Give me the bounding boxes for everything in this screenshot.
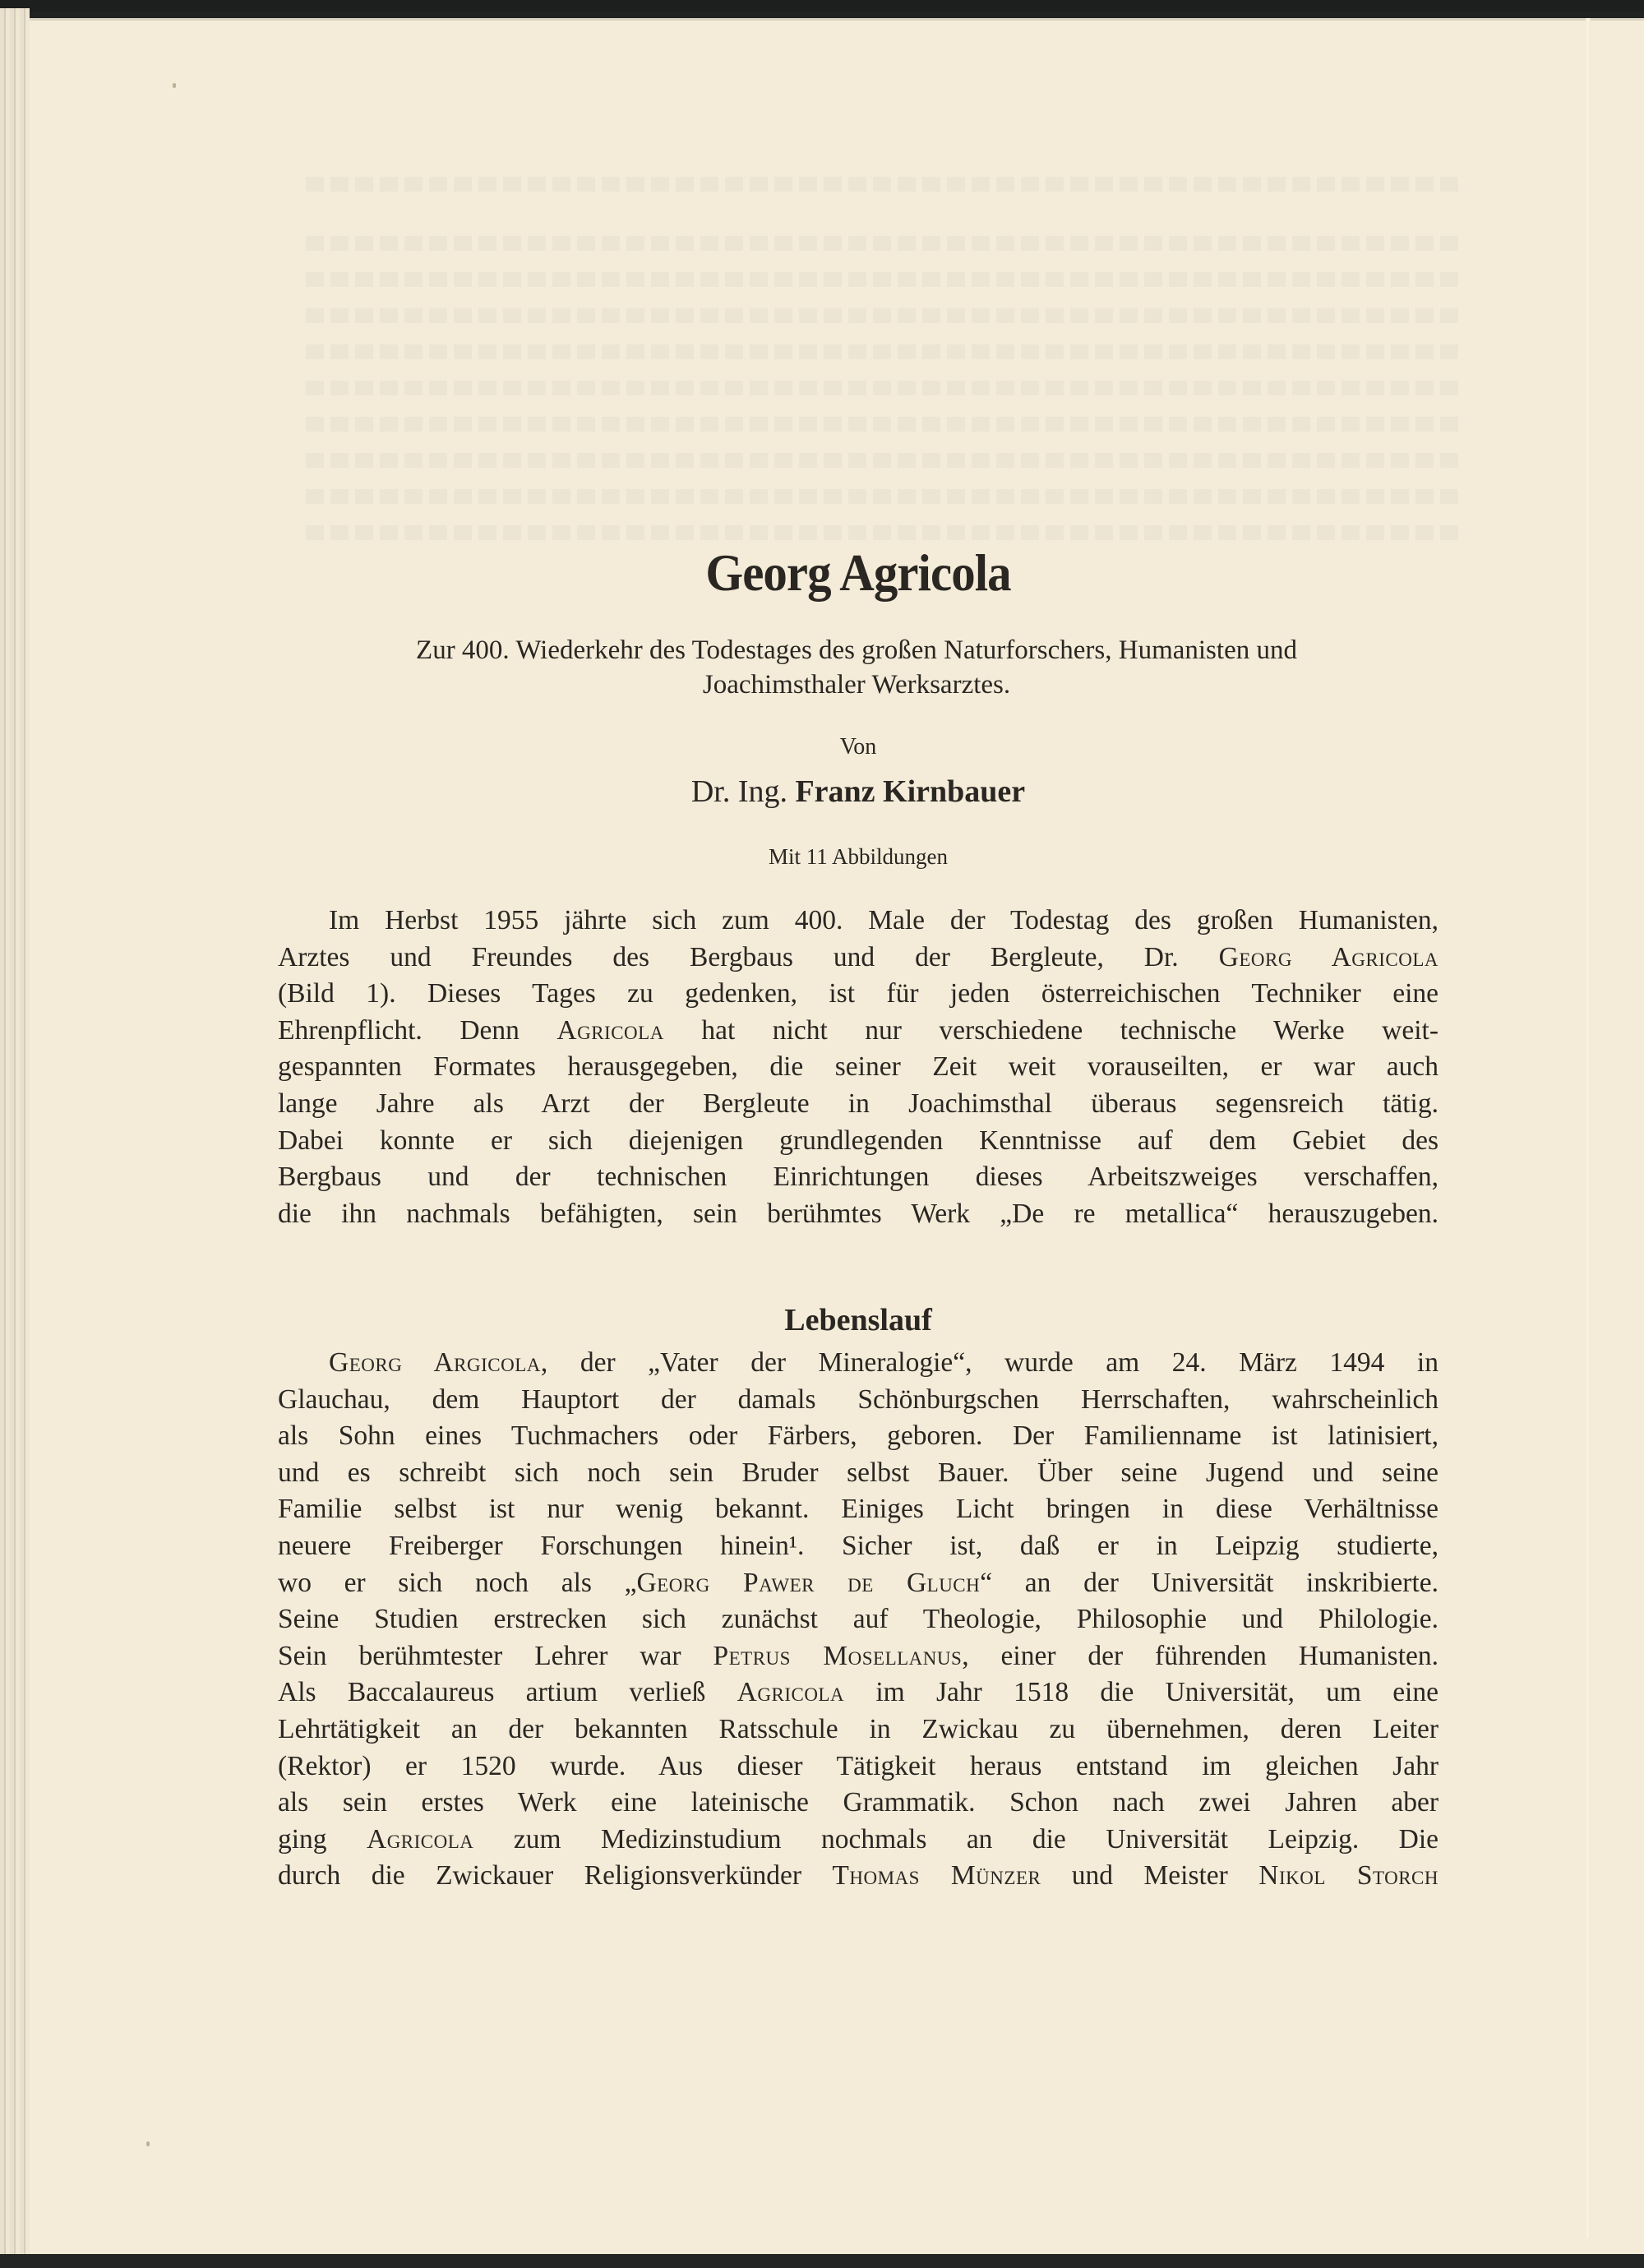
- text-run: Lehrtätigkeit an der bekannten Ratsschule in Zwickau zu übernehmen, deren Leiter: [278, 1713, 1438, 1744]
- text-line: [278, 976, 1438, 1013]
- author-line: [278, 774, 1438, 810]
- text-line: [278, 1418, 1438, 1455]
- text-line: [278, 1638, 1438, 1675]
- text-run: zum Medizinstudium nochmals an die Universität Leipzig. Die: [473, 1823, 1439, 1855]
- text-run: durch die Zwickauer Religionsverkünder: [278, 1860, 833, 1892]
- text-run: ging: [278, 1823, 367, 1855]
- text-line: [278, 1674, 1438, 1711]
- text-line: [278, 1049, 1438, 1086]
- text-line: [278, 1601, 1438, 1638]
- article-title: Georg Agricola: [705, 543, 1011, 602]
- figures-note: Mit 11 Abbildungen: [768, 844, 948, 869]
- bleed-through-text: [306, 525, 1465, 540]
- text-run: , einer der führenden Humanisten.: [962, 1640, 1439, 1671]
- text-run: im Jahr 1518 die Universität, um eine: [844, 1677, 1438, 1708]
- bleed-through-text: [306, 272, 1465, 287]
- text-run: , der „Vater der Mineralogie“, wurde am 24. März 1494 in: [540, 1347, 1438, 1378]
- text-run: Im Herbst 1955 jährte sich zum 400. Male der Todestag des großen Humanisten,: [329, 905, 1438, 935]
- text-line: [278, 1858, 1438, 1895]
- text-line: [278, 1123, 1438, 1160]
- text-line: [278, 940, 1438, 977]
- text-line: [278, 1013, 1438, 1050]
- small-caps-name: Petrus Mosellanus: [713, 1640, 963, 1671]
- paper-speck: [173, 83, 176, 88]
- text-run: Sein berühmtester Lehrer war: [278, 1640, 713, 1671]
- text-line: [278, 903, 1438, 940]
- text-line: [278, 1382, 1438, 1419]
- small-caps-name: Thomas Münzer: [832, 1860, 1041, 1892]
- text-run: Ehrenpflicht. Denn: [278, 1014, 557, 1046]
- text-line: [278, 1455, 1438, 1492]
- text-line: [278, 1822, 1438, 1859]
- text-line: [278, 1196, 1438, 1233]
- article-subtitle: [276, 633, 1437, 702]
- text-run: Als Baccalaureus artium verließ: [278, 1677, 737, 1708]
- text-line: [278, 1345, 1438, 1382]
- bleed-through-text: [306, 177, 1465, 192]
- text-line: [278, 1159, 1438, 1196]
- small-caps-name: Agricola: [556, 1014, 664, 1046]
- text-run: (Bild 1). Dieses Tages zu gedenken, ist für jeden österreichischen Techniker eine: [278, 978, 1438, 1009]
- bleed-through-text: [306, 417, 1465, 432]
- text-line: [278, 1711, 1438, 1748]
- text-run: Familie selbst ist nur wenig bekannt. Einiges Licht bringen in diese Verhältnisse: [278, 1494, 1438, 1525]
- intro-paragraph: [278, 903, 1438, 1232]
- text-run: die ihn nachmals befähigten, sein berühmtes Werk „De re metallica“ herauszugeben.: [278, 1198, 1438, 1229]
- author-name: Franz Kirnbauer: [795, 774, 1026, 809]
- scanner-background-top: [0, 0, 1644, 12]
- author-title: Dr. Ing.: [690, 774, 787, 809]
- bleed-through-text: [306, 489, 1465, 504]
- biography-paragraph: [278, 1345, 1438, 1895]
- text-run: Seine Studien erstrecken sich zunächst auf Theologie, Philosophie und Philologie.: [278, 1604, 1438, 1635]
- text-run: wo er sich noch als „: [278, 1567, 637, 1598]
- bleed-through-text: [306, 308, 1465, 323]
- text-line: [278, 1528, 1438, 1565]
- text-line: [278, 1748, 1438, 1785]
- text-run: Glauchau, dem Hauptort der damals Schönburgschen Herrschaften, wahrscheinlich: [278, 1383, 1438, 1415]
- text-line: [278, 1785, 1438, 1822]
- text-line: [278, 1565, 1438, 1602]
- text-run: und Meister: [1041, 1860, 1259, 1892]
- paper-speck: [146, 2141, 150, 2146]
- bleed-through-text: [306, 236, 1465, 251]
- subtitle-line: Zur 400. Wiederkehr des Todestages des großen Naturforschers, Humanisten und: [416, 635, 1297, 665]
- small-caps-name: Nikol Storch: [1258, 1860, 1438, 1892]
- small-caps-name: Georg Agricola: [1218, 941, 1438, 972]
- small-caps-name: Agricola: [737, 1677, 845, 1708]
- text-run: “ an der Universität inskribierte.: [980, 1567, 1438, 1598]
- text-run: (Rektor) er 1520 wurde. Aus dieser Tätigkeit heraus entstand im gleichen Jahr: [278, 1750, 1438, 1781]
- bleed-through-text: [306, 453, 1465, 468]
- text-run: gespannten Formates herausgegeben, die seiner Zeit weit vorauseilten, er war auch: [278, 1051, 1438, 1083]
- scanner-background-bottom: [0, 2254, 1644, 2268]
- bleed-through-text: [306, 381, 1465, 395]
- text-run: neuere Freiberger Forschungen hinein¹. Sicher ist, daß er in Leipzig studierte,: [278, 1530, 1438, 1561]
- text-run: Dabei konnte er sich diejenigen grundlegenden Kenntnisse auf dem Gebiet des: [278, 1125, 1438, 1156]
- small-caps-name: Georg Argicola: [329, 1347, 541, 1378]
- text-line: [278, 1086, 1438, 1123]
- text-run: hat nicht nur verschiedene technische Werke weit-: [663, 1014, 1438, 1046]
- text-run: und es schreibt sich noch sein Bruder selbst Bauer. Über seine Jugend und seine: [278, 1457, 1438, 1488]
- small-caps-name: Agricola: [367, 1823, 474, 1855]
- small-caps-name: Georg Pawer de Gluch: [636, 1567, 981, 1598]
- bleed-through-text: [306, 344, 1465, 359]
- text-line: [278, 1491, 1438, 1528]
- text-run: Arztes und Freundes des Bergbaus und der Bergleute, Dr.: [278, 941, 1219, 972]
- subtitle-line: Joachimsthaler Werksarztes.: [702, 670, 1011, 700]
- byline-prefix: Von: [839, 734, 877, 760]
- text-run: als sein erstes Werk eine lateinische Grammatik. Schon nach zwei Jahren aber: [278, 1787, 1438, 1818]
- text-run: Bergbaus und der technischen Einrichtungen dieses Arbeitszweiges verschaffen,: [278, 1162, 1438, 1193]
- page-gutter: [1586, 18, 1591, 2238]
- section-heading: Lebenslauf: [784, 1303, 932, 1337]
- text-run: als Sohn eines Tuchmachers oder Färbers, geboren. Der Familienname ist latinisiert,: [278, 1420, 1438, 1452]
- text-run: lange Jahre als Arzt der Bergleute in Joachimsthal überaus segensreich tätig.: [278, 1088, 1438, 1119]
- stacked-page-edges: [0, 8, 30, 2256]
